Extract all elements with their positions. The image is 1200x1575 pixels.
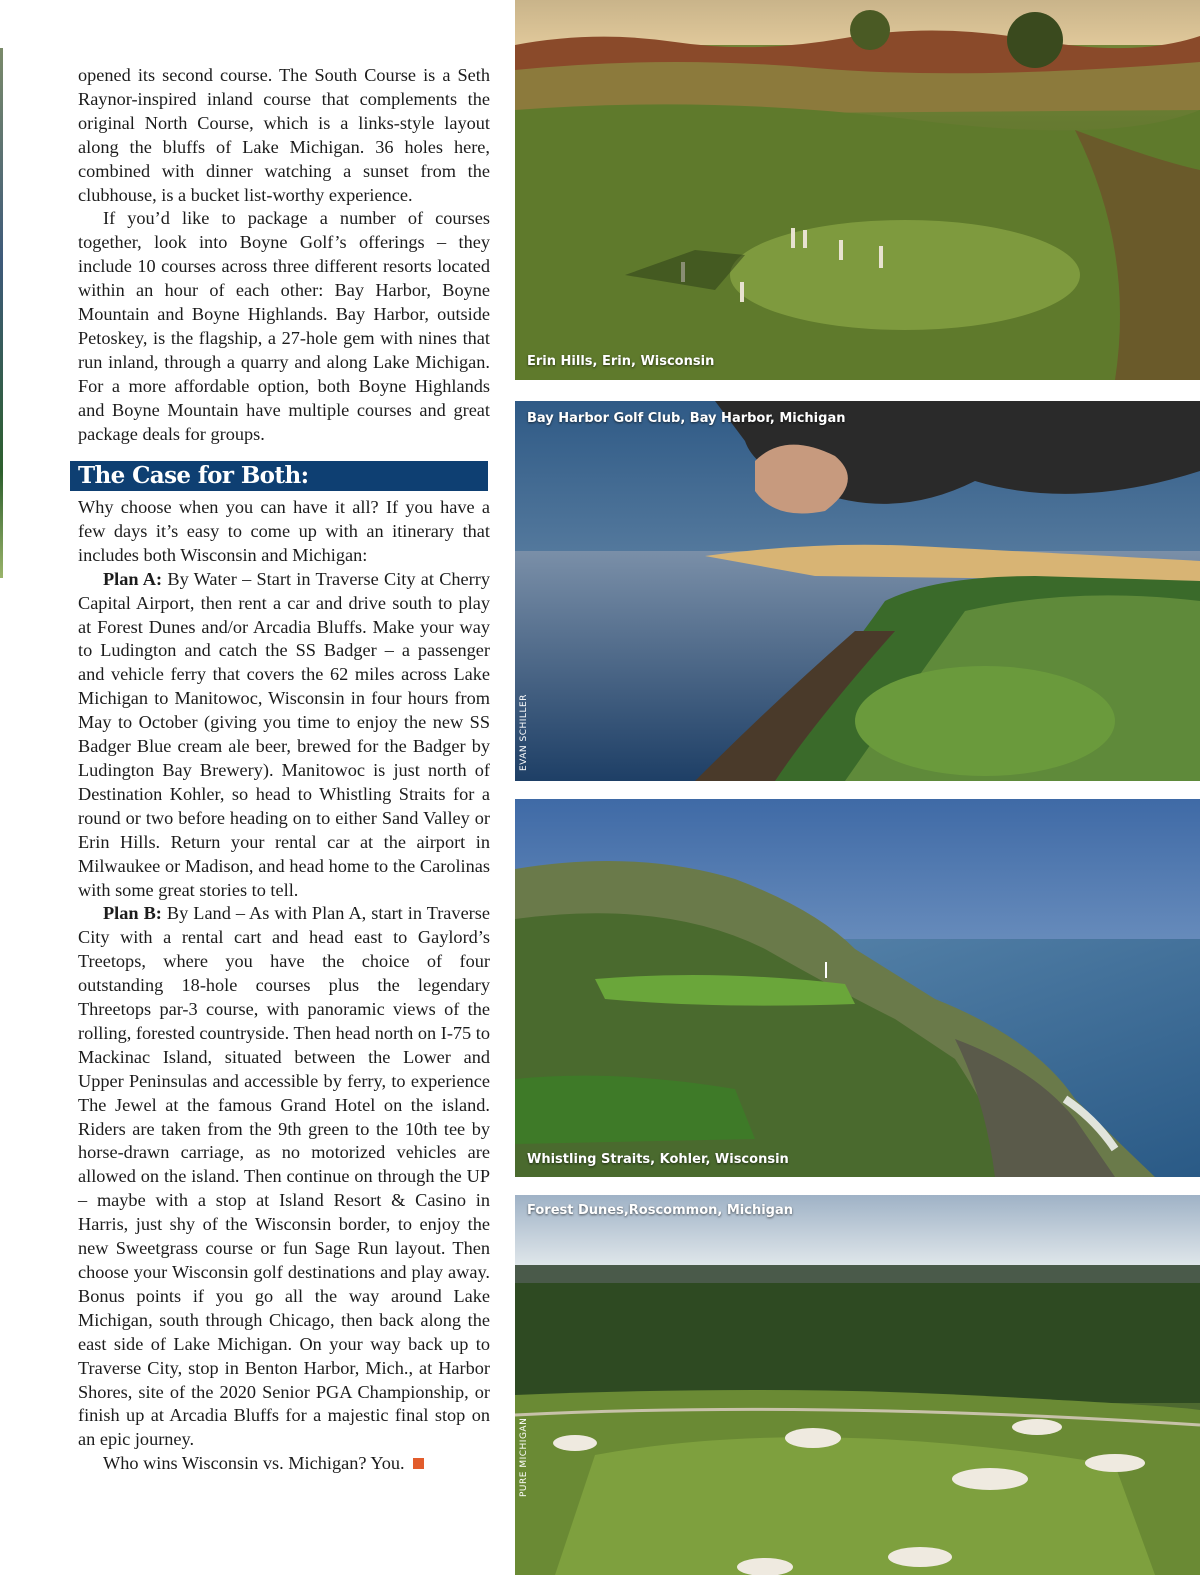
photo-whistling-straits: [515, 799, 1200, 1177]
closing-text: Who wins Wisconsin vs. Michigan? You.: [103, 1453, 405, 1474]
plan-a-label: Plan A:: [103, 568, 163, 589]
article-column-bottom: [78, 496, 490, 1476]
photo-bay-harbor: [515, 401, 1200, 781]
article-paragraph: Why choose when you can have it all? If you have a few days it’s easy to come up with an itinerary that includes both Wisconsin and Michigan:: [78, 497, 490, 565]
article-column-top: [78, 64, 490, 447]
forest-dunes-image: [515, 1195, 1200, 1575]
closing-paragraph: [78, 1452, 490, 1476]
plan-a-text: By Water – Start in Traverse City at Cherry Capital Airport, then rent a car and drive south to play at Forest Dunes and/or Arcadia Bluffs. Make your way to Ludington and catch the SS Badger – a passenger and vehicle ferry that covers the 62 miles across Lake Michigan to Manitowoc, Wisconsin in four hours from May to October (giving you time to enjoy the new SS Badger Blue cream ale beer, brewed for the Badger by Ludington Bay Brewery). Manitowoc is just north of Destination Kohler, so head to Whistling Straits for a round or two before heading on to either Sand Valley or Erin Hills. Return your rental car at the airport in Milwaukee or Madison, and head home to the Carolinas with some great stories to tell.: [78, 568, 490, 900]
whistling-straits-image: [515, 799, 1200, 1177]
adjacent-page-edge: [0, 48, 3, 578]
article-paragraph: If you’d like to package a number of courses together, look into Boyne Golf’s offerings – they include 10 courses across three different resorts located within an hour of each other: Bay Harbor, Boyne Mountain and Boyne Highlands. Bay Harbor, outside Petoskey, is the flagship, a 27-hole gem with nines that run inland, through a quarry and along Lake Michigan. For a more affordable option, both Boyne Highlands and Boyne Mountain have multiple courses and great package deals for groups.: [78, 208, 490, 444]
erin-hills-image: [515, 0, 1200, 380]
photo-caption: Bay Harbor Golf Club, Bay Harbor, Michigan: [527, 411, 846, 426]
photo-caption: Erin Hills, Erin, Wisconsin: [527, 354, 715, 369]
plan-b-paragraph: [78, 902, 490, 1452]
plan-a-paragraph: [78, 568, 490, 903]
photo-credit: PURE MICHIGAN: [519, 1417, 529, 1497]
bay-harbor-image: [515, 401, 1200, 781]
photo-credit: EVAN SCHILLER: [519, 694, 529, 771]
photo-forest-dunes: [515, 1195, 1200, 1575]
plan-b-label: Plan B:: [103, 903, 162, 924]
article-paragraph: opened its second course. The South Course is a Seth Raynor-inspired inland course that complements the original North Course, which is a links-style layout along the bluffs of Lake Michigan. 36 holes here, combined with dinner watching a sunset from the clubhouse, is a bucket list-worthy experience.: [78, 65, 490, 205]
photo-caption: Whistling Straits, Kohler, Wisconsin: [527, 1152, 789, 1167]
plan-b-text: By Land – As with Plan A, start in Traverse City with a rental cart and head east to Gaylord’s Treetops, where you have the choice of four outstanding 18-hole courses plus the legendary Threetops par-3 course, with panoramic views of the rolling, forested countryside. Then head north on I-75 to Mackinac Island, situated between the Lower and Upper Peninsulas and accessible by ferry, to experience The Jewel at the famous Grand Hotel on the island. Riders are taken from the 9th green to the 10th tee by horse-drawn carriage, as no motorized vehicles are allowed on the island. Then continue on through the UP – maybe with a stop at Island Resort & Casino in Harris, just shy of the Wisconsin border, to enjoy the new Sweetgrass course or fun Sage Run layout. Then choose your Wisconsin golf destinations and play away. Bonus points if you go all the way around Lake Michigan, south through Chicago, then back along the east side of Lake Michigan. On your way back up to Traverse City, stop in Benton Harbor, Mich., at Harbor Shores, site of the 2020 Senior PGA Championship, or finish up at Arcadia Bluffs for a majestic final stop on an epic journey.: [78, 903, 490, 1450]
end-mark-icon: [413, 1458, 424, 1469]
section-heading: The Case for Both:: [70, 461, 488, 491]
photo-caption: Forest Dunes,Roscommon, Michigan: [527, 1203, 793, 1218]
photo-erin-hills: [515, 0, 1200, 380]
